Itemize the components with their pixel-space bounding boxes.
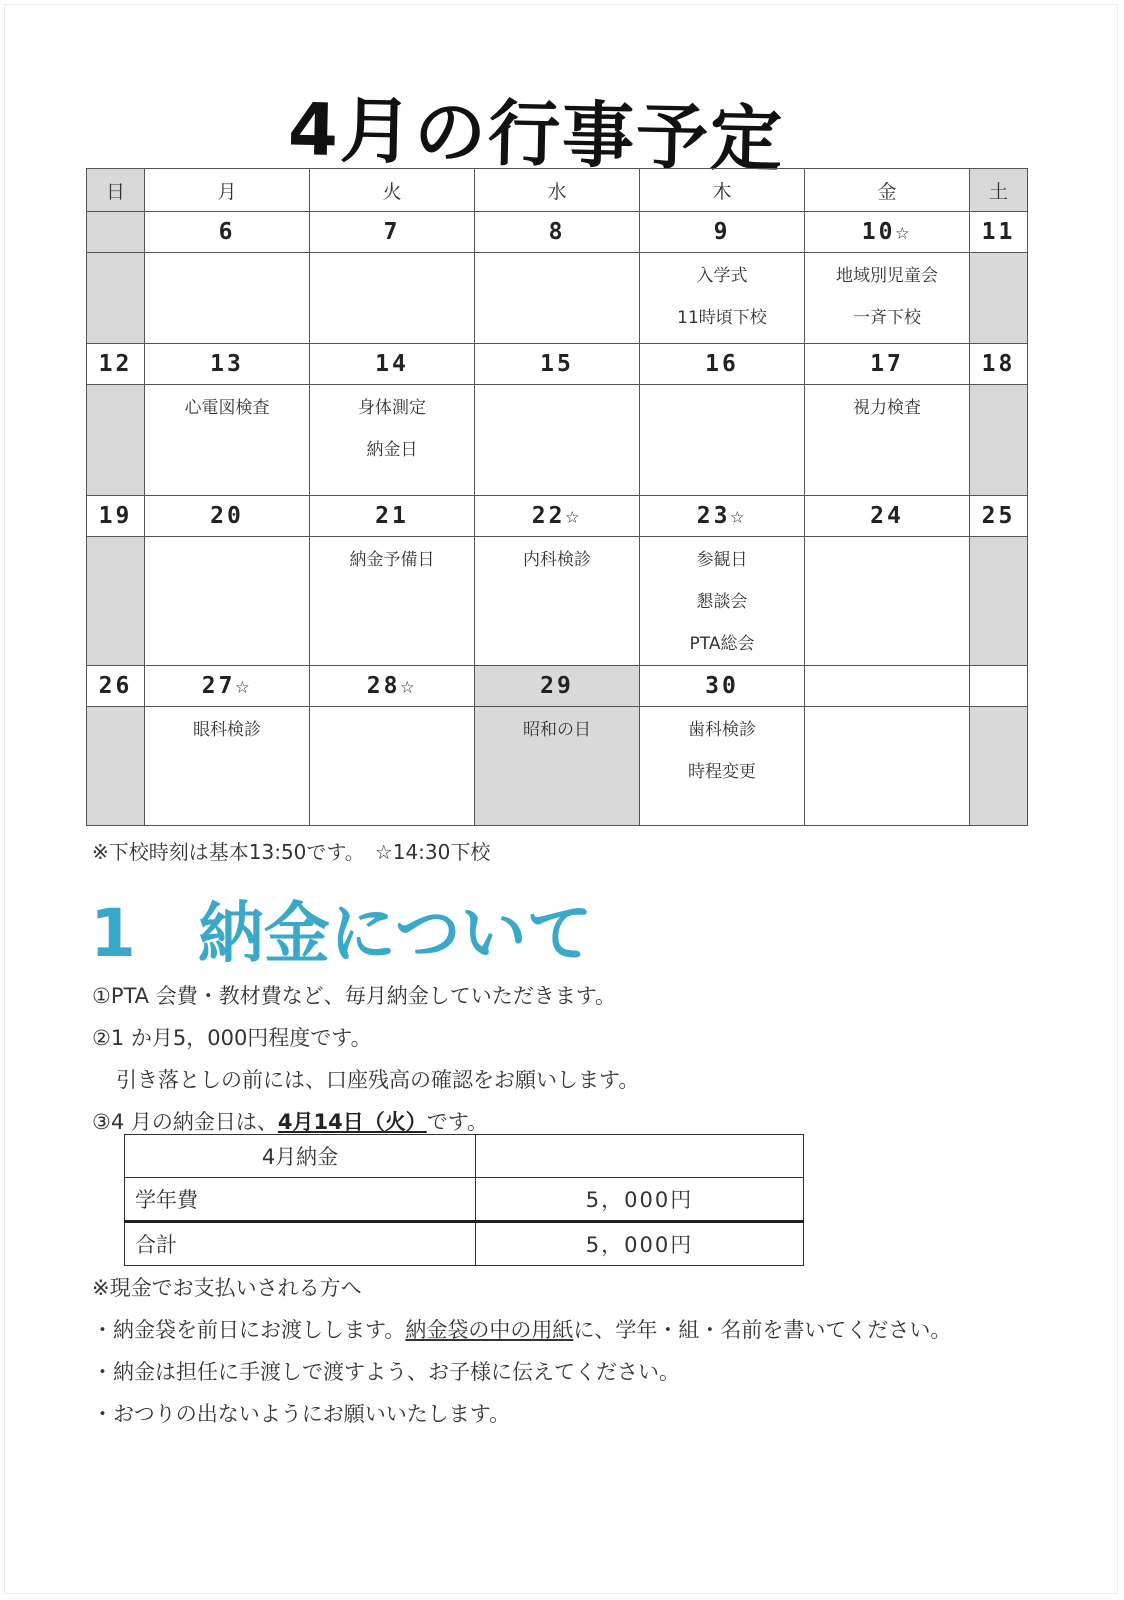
week-3-event-row — [87, 537, 1028, 666]
week-3-date-row — [87, 496, 1028, 537]
day-events — [640, 537, 805, 666]
day-events — [87, 385, 145, 496]
event-label: 参観日 — [696, 550, 748, 570]
weekday-header-row — [87, 169, 1028, 212]
event-label: 時程変更 — [688, 762, 756, 782]
event-label: 歯科検診 — [688, 720, 756, 740]
day-number: 14 — [310, 344, 475, 385]
day-events — [970, 537, 1028, 666]
weekday-saturday: 土 — [970, 169, 1028, 212]
day-events — [87, 707, 145, 826]
day-events — [475, 537, 640, 666]
day-number — [87, 212, 145, 253]
day-events — [640, 707, 805, 826]
weekday-sunday: 日 — [87, 169, 145, 212]
calendar-table — [86, 168, 1028, 826]
day-events — [640, 385, 805, 496]
week-4-date-row — [87, 666, 1028, 707]
day-number: 16 — [640, 344, 805, 385]
payment-item-3-prefix: ③4 月の納金日は、 — [92, 1110, 278, 1134]
payment-item-3 — [92, 1106, 488, 1136]
day-number: 12 — [87, 344, 145, 385]
day-events — [87, 537, 145, 666]
day-events — [310, 253, 475, 344]
event-label: 入学式 — [696, 266, 748, 286]
day-events — [970, 385, 1028, 496]
day-events — [475, 707, 640, 826]
event-label: 眼科検診 — [193, 720, 261, 740]
day-number: 23☆ — [640, 496, 805, 537]
section-heading-text: 納金について — [197, 895, 593, 972]
weekday-thursday: 木 — [640, 169, 805, 212]
event-label: 心電図検査 — [184, 398, 270, 418]
week-4-event-row — [87, 707, 1028, 826]
event-label: 身体測定 — [358, 398, 426, 418]
day-events — [145, 385, 310, 496]
cash-bullet-2: ・納金は担任に手渡しで渡すよう、お子様に伝えてください。 — [92, 1360, 680, 1384]
day-events — [475, 253, 640, 344]
payment-item-3-suffix: です。 — [426, 1110, 489, 1134]
day-number: 29 — [475, 666, 640, 707]
day-events — [310, 707, 475, 826]
section-number: 1 — [90, 895, 136, 972]
event-label: 地域別児童会 — [836, 266, 938, 286]
day-number: 19 — [87, 496, 145, 537]
day-events — [145, 537, 310, 666]
payment-item-2-sub: 引き落としの前には、口座残高の確認をお願いします。 — [116, 1068, 640, 1092]
fee-label: 学年費 — [125, 1178, 476, 1222]
day-events — [640, 253, 805, 344]
day-number — [805, 666, 970, 707]
day-events — [145, 253, 310, 344]
cash-bullet-1 — [92, 1314, 951, 1344]
fee-table — [124, 1134, 804, 1266]
cash-bullet-1-pre: ・納金袋を前日にお渡しします。 — [92, 1318, 406, 1342]
day-events — [805, 707, 970, 826]
day-number: 24 — [805, 496, 970, 537]
section-heading — [90, 896, 593, 972]
day-events — [970, 707, 1028, 826]
day-number: 28☆ — [310, 666, 475, 707]
day-number: 7 — [310, 212, 475, 253]
day-number: 9 — [640, 212, 805, 253]
week-2-event-row — [87, 385, 1028, 496]
fee-table-header — [125, 1135, 804, 1178]
event-label: 視力検査 — [853, 398, 921, 418]
cash-bullet-1-underlined: 納金袋の中の用紙 — [405, 1318, 574, 1342]
payment-item-1: ①PTA 会費・教材費など、毎月納金していただきます。 — [92, 984, 617, 1008]
event-label: 一斉下校 — [853, 308, 921, 328]
day-number: 22☆ — [475, 496, 640, 537]
day-number: 15 — [475, 344, 640, 385]
fee-amount: 5，000円 — [476, 1222, 804, 1266]
day-events — [475, 385, 640, 496]
day-events — [805, 385, 970, 496]
fee-amount: 5，000円 — [476, 1178, 804, 1222]
fee-header-value — [476, 1135, 804, 1178]
day-number: 13 — [145, 344, 310, 385]
day-number: 26 — [87, 666, 145, 707]
day-number: 18 — [970, 344, 1028, 385]
week-1-date-row — [87, 212, 1028, 253]
day-number: 8 — [475, 212, 640, 253]
fee-header-label: 4月納金 — [125, 1135, 476, 1178]
cash-bullet-1-post: に、学年・組・名前を書いてください。 — [573, 1318, 952, 1342]
day-events — [805, 253, 970, 344]
day-number: 10☆ — [805, 212, 970, 253]
day-number: 25 — [970, 496, 1028, 537]
table-row — [125, 1178, 804, 1222]
day-events — [145, 707, 310, 826]
day-events — [310, 385, 475, 496]
week-1-event-row — [87, 253, 1028, 344]
day-number: 11 — [970, 212, 1028, 253]
day-events — [87, 253, 145, 344]
table-row — [125, 1222, 804, 1266]
day-number: 20 — [145, 496, 310, 537]
event-label: 11時頃下校 — [677, 308, 767, 328]
day-number: 6 — [145, 212, 310, 253]
cash-payment-note: ※現金でお支払いされる方へ — [92, 1276, 362, 1300]
payment-item-2: ②1 か月5，000円程度です。 — [92, 1026, 372, 1050]
day-events — [310, 537, 475, 666]
weekday-friday: 金 — [805, 169, 970, 212]
event-label: 内科検診 — [523, 550, 591, 570]
day-events — [970, 253, 1028, 344]
event-label: 納金予備日 — [349, 550, 435, 570]
event-label: 昭和の日 — [523, 720, 591, 740]
event-label: 懇談会 — [696, 592, 748, 612]
day-number: 27☆ — [145, 666, 310, 707]
dismissal-time-note: ※下校時刻は基本13:50です。 ☆14:30下校 — [92, 840, 491, 864]
event-label: PTA総会 — [689, 634, 755, 654]
weekday-monday: 月 — [145, 169, 310, 212]
day-number: 21 — [310, 496, 475, 537]
event-label: 納金日 — [366, 440, 418, 460]
day-number: 30 — [640, 666, 805, 707]
day-number — [970, 666, 1028, 707]
day-number: 17 — [805, 344, 970, 385]
day-events — [805, 537, 970, 666]
weekday-wednesday: 水 — [475, 169, 640, 212]
fee-label: 合計 — [125, 1222, 476, 1266]
weekday-tuesday: 火 — [310, 169, 475, 212]
week-2-date-row — [87, 344, 1028, 385]
page-title: 4月の行事予定 — [287, 87, 785, 182]
payment-date: 4月14日（火） — [277, 1110, 427, 1134]
cash-bullet-3: ・おつりの出ないようにお願いいたします。 — [92, 1402, 511, 1426]
